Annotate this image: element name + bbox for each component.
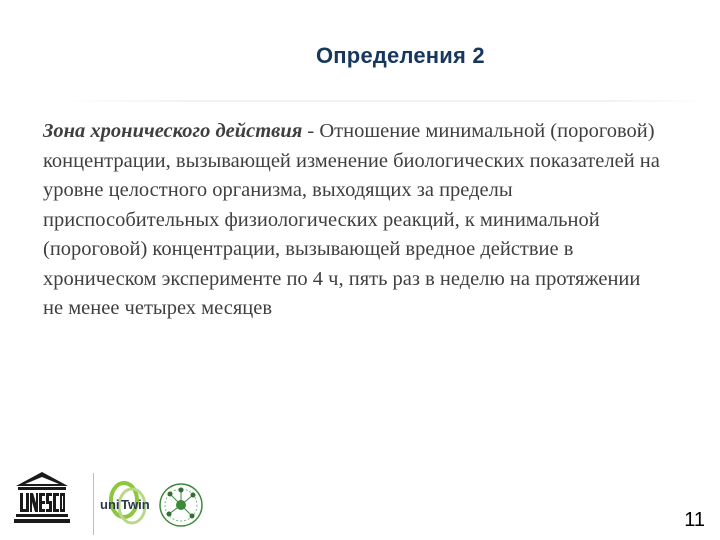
page-number: 11 <box>684 509 705 531</box>
defined-term: Зона хронического действия <box>43 120 303 142</box>
title-divider <box>60 100 705 102</box>
unitwin-twin-text: Twin <box>121 497 150 512</box>
unitwin-logo <box>98 478 158 530</box>
logo-divider <box>93 473 94 535</box>
slide-title: Определения 2 <box>316 43 485 68</box>
network-globe-logo <box>158 482 204 528</box>
definition-text: - Отношение минимальной (пороговой) концентрации, вызывающей изменение биологических показателей на уровне целостного организма, выходящих за пределы приспособительных физиологических реакций, к минимальной (пороговой) концентрации, вызывающей вредное действие в хроническом эксперименте по 4 ч, пять раз в неделю на протяжении не менее четырех месяцев <box>43 120 660 319</box>
unesco-logo <box>12 470 72 530</box>
unitwin-uni-text: uni <box>100 497 120 512</box>
definition-paragraph <box>43 117 663 324</box>
